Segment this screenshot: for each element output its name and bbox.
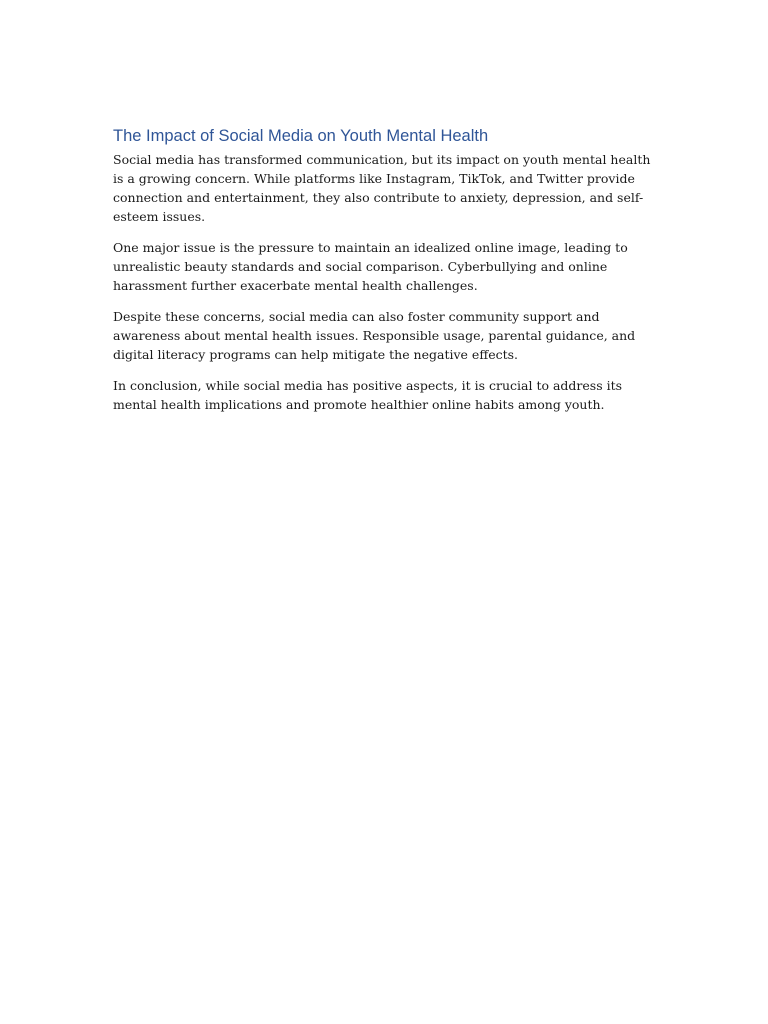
document-title: The Impact of Social Media on Youth Mental Health <box>113 127 489 145</box>
paragraph-intro: Social media has transformed communication, but its impact on youth mental health is a growing concern. While platforms like Instagram, TikTok, and Twitter provide connection and entertainment, they also contribute to anxiety, depression, and self-esteem issues. <box>113 152 651 224</box>
paragraph-conclusion: In conclusion, while social media has positive aspects, it is crucial to address its mental health implications and promote healthier online habits among youth. <box>113 378 623 412</box>
paragraph-benefits: Despite these concerns, social media can also foster community support and awareness about mental health issues. Responsible usage, parental guidance, and digital literacy programs can help mitigate the negative effects. <box>113 309 636 362</box>
document-body <box>113 126 658 426</box>
paragraph-major-issue: One major issue is the pressure to maintain an idealized online image, leading to unrealistic beauty standards and social comparison. Cyberbullying and online harassment further exacerbate mental health challenges. <box>113 240 628 293</box>
